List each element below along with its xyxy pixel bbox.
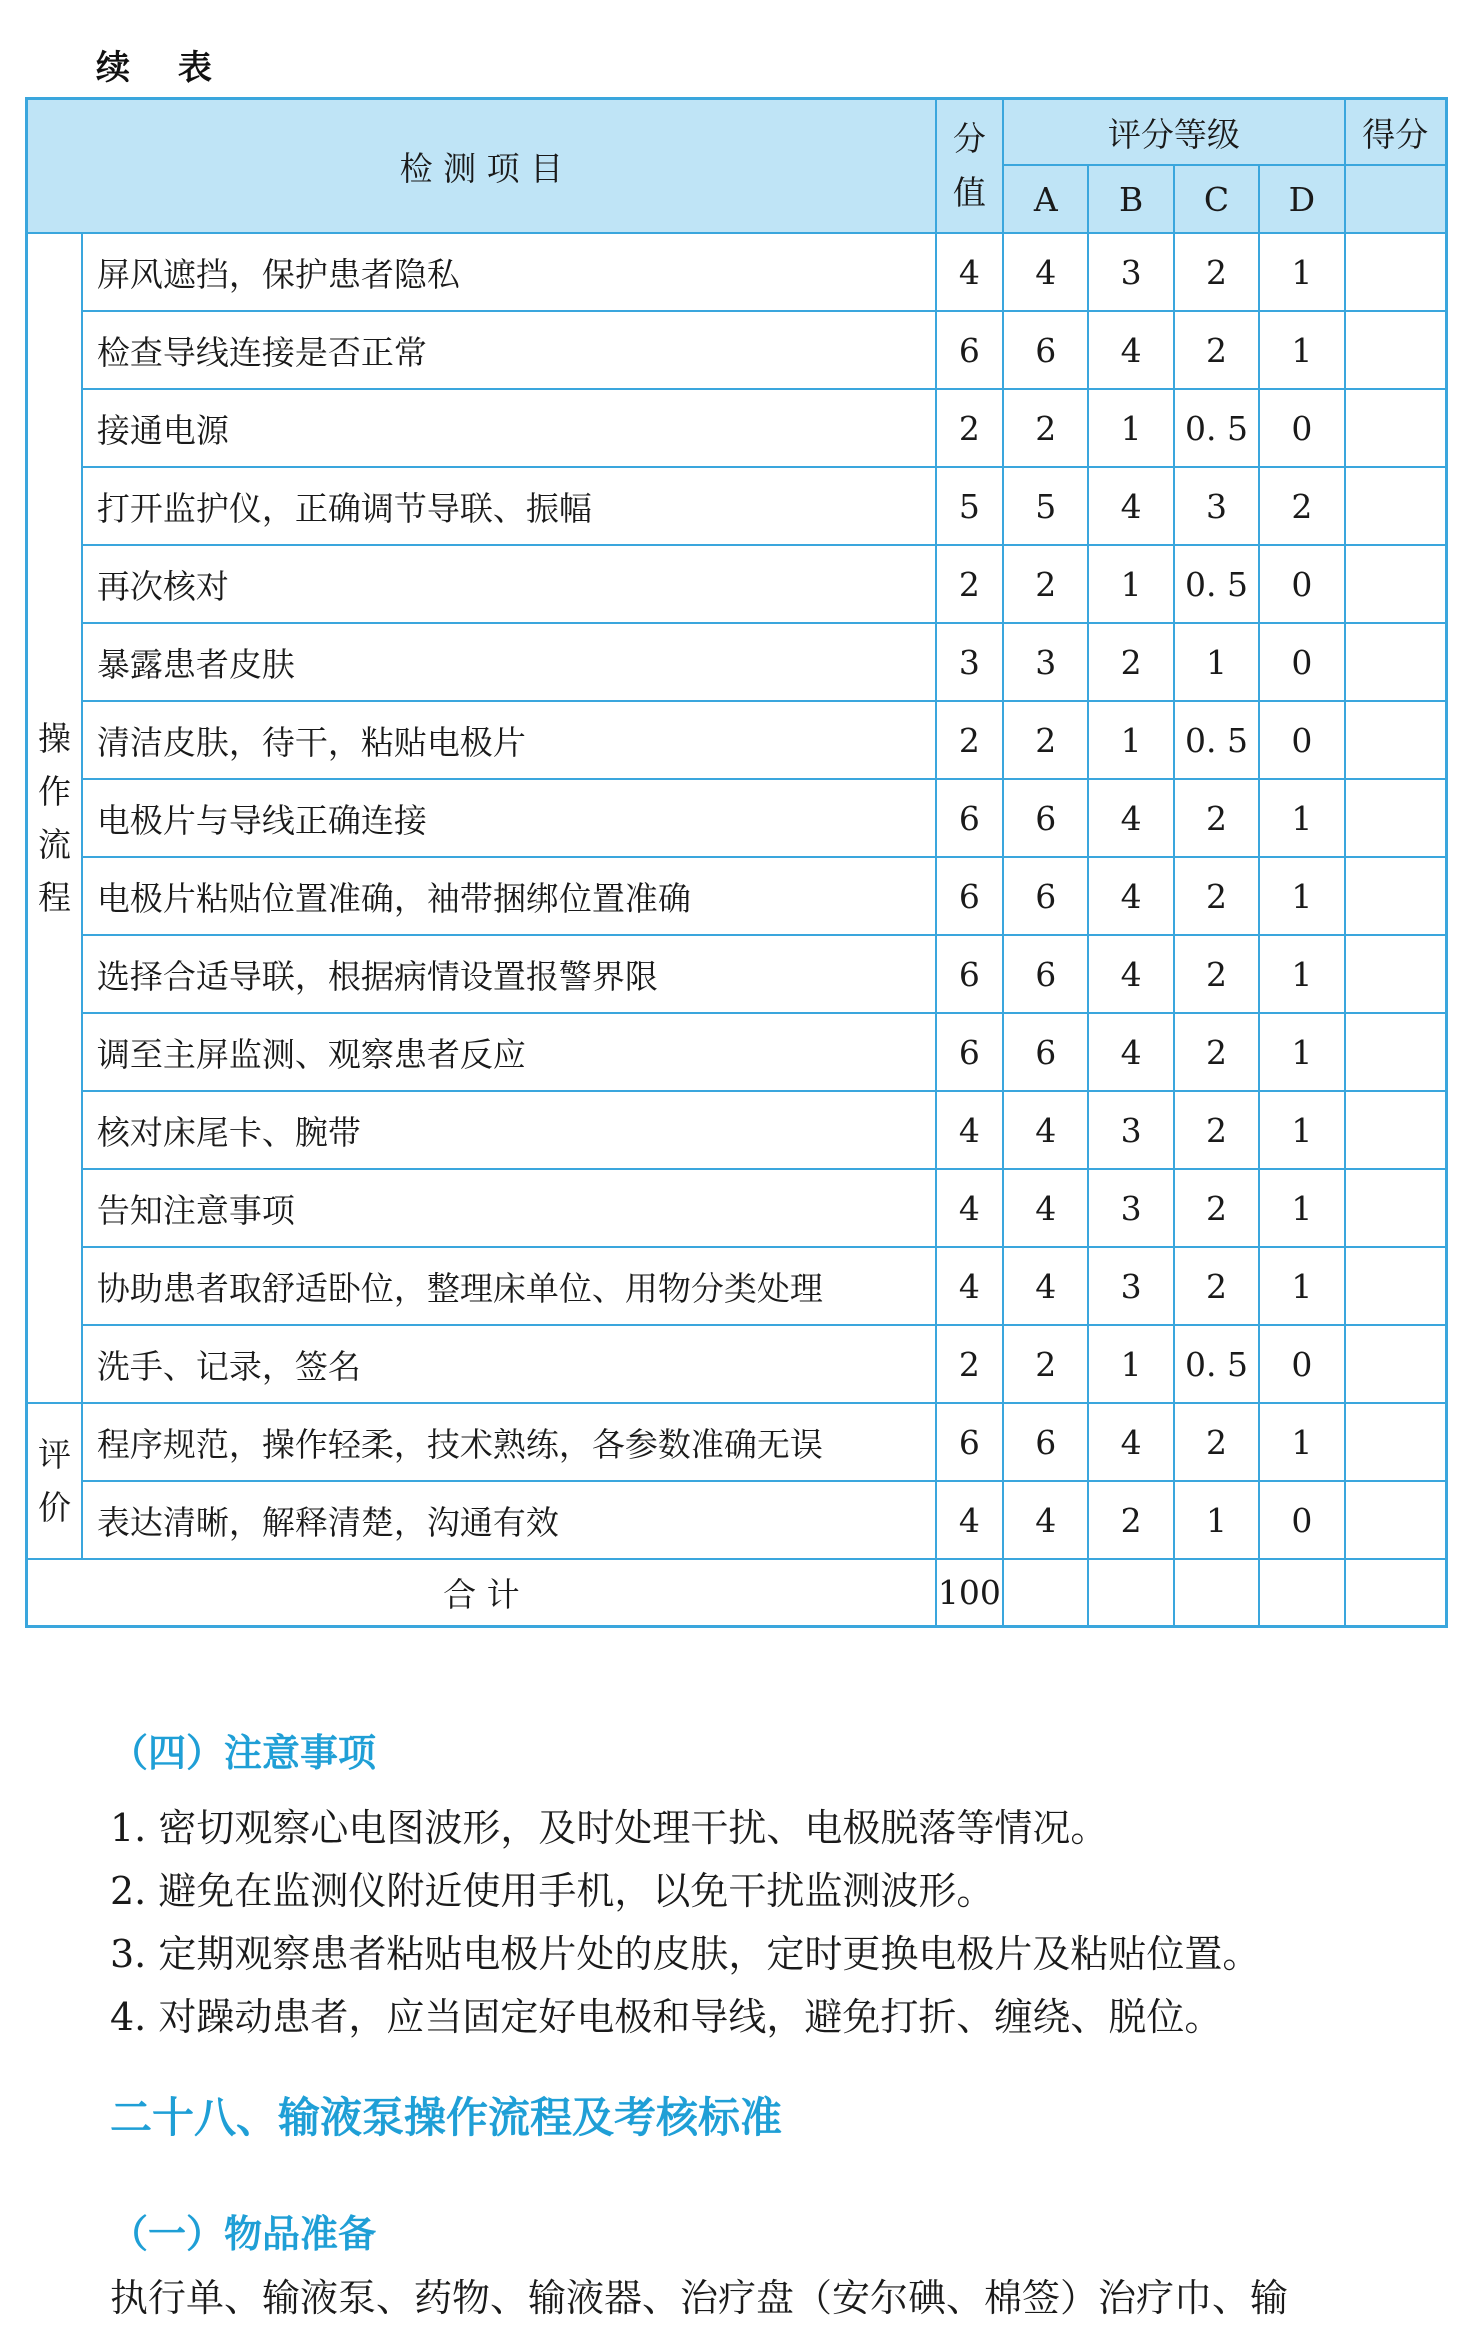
row-item: 接通电源	[82, 389, 936, 467]
category-char: 价	[37, 1488, 71, 1527]
table-row	[27, 779, 1447, 857]
row-item: 表达清晰，解释清楚，沟通有效	[82, 1481, 936, 1559]
table-row	[27, 389, 1447, 467]
row-item: 告知注意事项	[82, 1169, 936, 1247]
category-char: 作	[37, 772, 71, 811]
row-item: 再次核对	[82, 545, 936, 623]
total-row	[27, 1559, 1447, 1627]
row-grade-d: 1	[1259, 1013, 1344, 1091]
row-result	[1345, 467, 1447, 545]
prep-heading: （一）物品准备	[110, 2212, 377, 2256]
row-grade-b: 3	[1088, 1091, 1173, 1169]
row-grade-a: 6	[1003, 311, 1088, 389]
row-grade-b: 4	[1088, 311, 1173, 389]
row-result	[1345, 233, 1447, 311]
row-score: 2	[936, 1325, 1003, 1403]
row-score: 6	[936, 311, 1003, 389]
row-item: 清洁皮肤，待干，粘贴电极片	[82, 701, 936, 779]
row-grade-b: 4	[1088, 1013, 1173, 1091]
table-row	[27, 1013, 1447, 1091]
table-row	[27, 1169, 1447, 1247]
row-score: 2	[936, 389, 1003, 467]
row-grade-c: 1	[1174, 623, 1259, 701]
header-score-char: 值	[952, 173, 986, 212]
row-score: 4	[936, 1247, 1003, 1325]
row-item: 调至主屏监测、观察患者反应	[82, 1013, 936, 1091]
row-grade-b: 1	[1088, 545, 1173, 623]
row-grade-b: 3	[1088, 1247, 1173, 1325]
row-grade-a: 6	[1003, 1403, 1088, 1481]
row-grade-b: 4	[1088, 467, 1173, 545]
row-item: 洗手、记录，签名	[82, 1325, 936, 1403]
row-grade-c: 2	[1174, 779, 1259, 857]
notes-list	[110, 1797, 1260, 2049]
row-grade-d: 1	[1259, 1169, 1344, 1247]
note-item: 1. 密切观察心电图波形，及时处理干扰、电极脱落等情况。	[110, 1806, 1109, 1850]
row-grade-d: 0	[1259, 545, 1344, 623]
row-grade-d: 1	[1259, 1091, 1344, 1169]
total-empty-cell	[1174, 1559, 1259, 1627]
header-grade-d: D	[1259, 165, 1344, 233]
row-grade-b: 4	[1088, 779, 1173, 857]
header-score-char: 分	[952, 119, 986, 158]
table-row	[27, 1091, 1447, 1169]
row-score: 5	[936, 467, 1003, 545]
row-result	[1345, 935, 1447, 1013]
row-grade-a: 4	[1003, 1169, 1088, 1247]
row-grade-b: 2	[1088, 1481, 1173, 1559]
category-cell	[27, 233, 82, 1403]
row-grade-b: 4	[1088, 857, 1173, 935]
row-score: 6	[936, 1403, 1003, 1481]
row-grade-a: 6	[1003, 1013, 1088, 1091]
row-result	[1345, 311, 1447, 389]
row-grade-c: 2	[1174, 935, 1259, 1013]
row-item: 选择合适导联，根据病情设置报警界限	[82, 935, 936, 1013]
table-row	[27, 1247, 1447, 1325]
header-grade-b: B	[1088, 165, 1173, 233]
row-score: 4	[936, 1481, 1003, 1559]
row-score: 4	[936, 1091, 1003, 1169]
row-item: 屏风遮挡，保护患者隐私	[82, 233, 936, 311]
row-grade-c: 2	[1174, 1169, 1259, 1247]
row-result	[1345, 1091, 1447, 1169]
row-grade-b: 2	[1088, 623, 1173, 701]
header-item: 检 测 项 目	[27, 99, 936, 234]
row-grade-d: 0	[1259, 1481, 1344, 1559]
category-char: 评	[37, 1435, 71, 1474]
row-grade-a: 4	[1003, 1091, 1088, 1169]
row-score: 6	[936, 857, 1003, 935]
header-grade: 评分等级	[1003, 99, 1345, 166]
row-grade-b: 4	[1088, 935, 1173, 1013]
row-grade-a: 4	[1003, 1247, 1088, 1325]
row-grade-c: 2	[1174, 1247, 1259, 1325]
table-row	[27, 545, 1447, 623]
score-table-body	[27, 233, 1447, 1559]
header-score	[936, 99, 1003, 234]
row-result	[1345, 1481, 1447, 1559]
header-grade-a: A	[1003, 165, 1088, 233]
row-grade-d: 1	[1259, 1247, 1344, 1325]
row-result	[1345, 1247, 1447, 1325]
row-result	[1345, 857, 1447, 935]
row-item: 打开监护仪，正确调节导联、振幅	[82, 467, 936, 545]
row-grade-d: 0	[1259, 623, 1344, 701]
row-grade-c: 2	[1174, 857, 1259, 935]
row-grade-d: 1	[1259, 779, 1344, 857]
row-grade-b: 4	[1088, 1403, 1173, 1481]
table-row	[27, 857, 1447, 935]
row-grade-d: 1	[1259, 1403, 1344, 1481]
table-row	[27, 623, 1447, 701]
category-cell	[27, 1403, 82, 1559]
row-grade-c: 2	[1174, 1013, 1259, 1091]
row-item: 核对床尾卡、腕带	[82, 1091, 936, 1169]
row-score: 2	[936, 545, 1003, 623]
header-grade-c: C	[1174, 165, 1259, 233]
row-grade-c: 2	[1174, 233, 1259, 311]
total-empty-cell	[1345, 1559, 1447, 1627]
table-row	[27, 311, 1447, 389]
total-empty-cell	[1003, 1559, 1088, 1627]
continued-label: 续 表	[96, 48, 230, 88]
row-grade-c: 0. 5	[1174, 1325, 1259, 1403]
row-grade-a: 6	[1003, 857, 1088, 935]
row-grade-c: 0. 5	[1174, 545, 1259, 623]
row-grade-c: 2	[1174, 311, 1259, 389]
row-grade-a: 3	[1003, 623, 1088, 701]
row-grade-d: 0	[1259, 389, 1344, 467]
total-label: 合 计	[27, 1559, 936, 1627]
row-score: 3	[936, 623, 1003, 701]
total-empty-cell	[1259, 1559, 1344, 1627]
total-empty-cell	[1088, 1559, 1173, 1627]
row-grade-d: 1	[1259, 935, 1344, 1013]
row-grade-d: 1	[1259, 233, 1344, 311]
note-item: 2. 避免在监测仪附近使用手机，以免干扰监测波形。	[110, 1869, 995, 1913]
row-result	[1345, 545, 1447, 623]
section-title: 二十八、输液泵操作流程及考核标准	[110, 2093, 783, 2142]
table-row	[27, 467, 1447, 545]
table-row	[27, 233, 1447, 311]
row-grade-c: 2	[1174, 1091, 1259, 1169]
header-result: 得分	[1345, 99, 1447, 166]
row-item: 电极片与导线正确连接	[82, 779, 936, 857]
table-row	[27, 701, 1447, 779]
table-row	[27, 1403, 1447, 1481]
row-grade-d: 2	[1259, 467, 1344, 545]
row-result	[1345, 1169, 1447, 1247]
row-grade-d: 0	[1259, 701, 1344, 779]
row-grade-b: 1	[1088, 701, 1173, 779]
row-result	[1345, 1403, 1447, 1481]
note-item: 4. 对躁动患者，应当固定好电极和导线，避免打折、缠绕、脱位。	[110, 1995, 1223, 2039]
row-grade-a: 5	[1003, 467, 1088, 545]
row-grade-b: 3	[1088, 233, 1173, 311]
row-grade-d: 1	[1259, 857, 1344, 935]
row-result	[1345, 779, 1447, 857]
row-grade-d: 1	[1259, 311, 1344, 389]
row-grade-c: 3	[1174, 467, 1259, 545]
notes-heading: （四）注意事项	[110, 1731, 377, 1775]
row-grade-a: 2	[1003, 389, 1088, 467]
row-score: 4	[936, 233, 1003, 311]
table-row	[27, 935, 1447, 1013]
row-grade-a: 2	[1003, 545, 1088, 623]
row-grade-a: 6	[1003, 779, 1088, 857]
category-char: 程	[37, 878, 71, 917]
row-result	[1345, 701, 1447, 779]
row-grade-c: 0. 5	[1174, 701, 1259, 779]
row-result	[1345, 389, 1447, 467]
row-grade-c: 2	[1174, 1403, 1259, 1481]
table-row	[27, 1481, 1447, 1559]
row-result	[1345, 623, 1447, 701]
row-score: 2	[936, 701, 1003, 779]
row-grade-c: 1	[1174, 1481, 1259, 1559]
category-char: 操	[37, 719, 71, 758]
row-score: 6	[936, 1013, 1003, 1091]
row-item: 电极片粘贴位置准确，袖带捆绑位置准确	[82, 857, 936, 935]
prep-text: 执行单、输液泵、药物、输液器、治疗盘（安尔碘、棉签）治疗巾、输	[110, 2276, 1289, 2320]
row-grade-a: 4	[1003, 1481, 1088, 1559]
row-item: 协助患者取舒适卧位，整理床单位、用物分类处理	[82, 1247, 936, 1325]
row-item: 检查导线连接是否正常	[82, 311, 936, 389]
score-table	[25, 97, 1448, 1628]
row-grade-d: 0	[1259, 1325, 1344, 1403]
row-grade-b: 3	[1088, 1169, 1173, 1247]
row-result	[1345, 1013, 1447, 1091]
row-grade-b: 1	[1088, 389, 1173, 467]
row-score: 4	[936, 1169, 1003, 1247]
row-grade-a: 4	[1003, 233, 1088, 311]
row-grade-a: 2	[1003, 701, 1088, 779]
note-item: 3. 定期观察患者粘贴电极片处的皮肤，定时更换电极片及粘贴位置。	[110, 1932, 1261, 1976]
row-item: 程序规范，操作轻柔，技术熟练，各参数准确无误	[82, 1403, 936, 1481]
row-grade-b: 1	[1088, 1325, 1173, 1403]
row-grade-a: 6	[1003, 935, 1088, 1013]
header-result-blank	[1345, 165, 1447, 233]
row-score: 6	[936, 935, 1003, 1013]
category-char: 流	[37, 825, 71, 864]
row-grade-c: 0. 5	[1174, 389, 1259, 467]
total-score: 100	[936, 1559, 1003, 1627]
row-result	[1345, 1325, 1447, 1403]
row-grade-a: 2	[1003, 1325, 1088, 1403]
row-item: 暴露患者皮肤	[82, 623, 936, 701]
table-row	[27, 1325, 1447, 1403]
row-score: 6	[936, 779, 1003, 857]
